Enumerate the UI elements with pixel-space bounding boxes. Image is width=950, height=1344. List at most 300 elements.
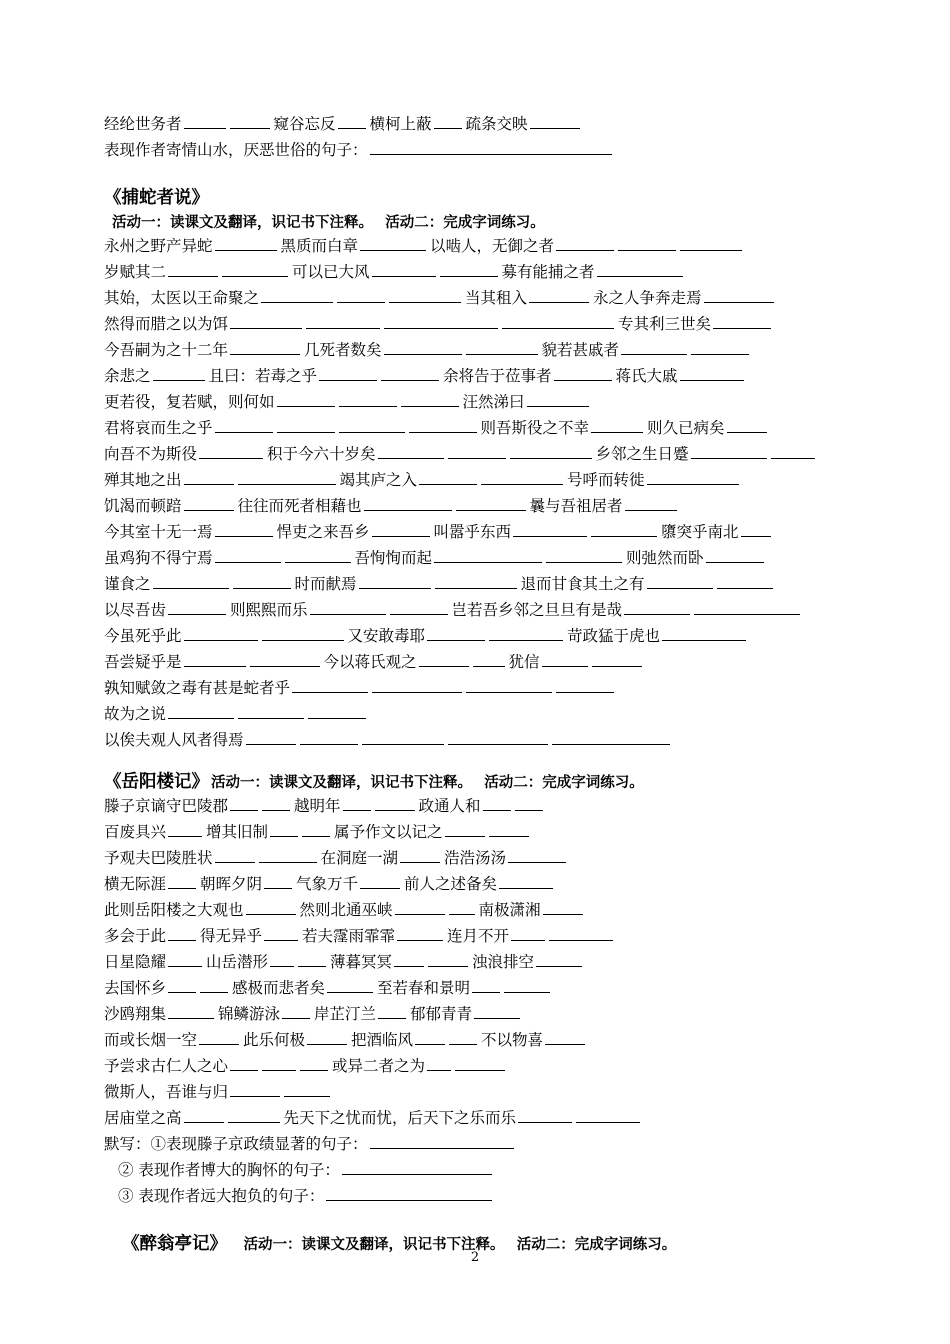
line-text: 予观夫巴陵胜状 (104, 849, 213, 867)
text-line (118, 1158, 496, 1182)
answer-blank[interactable] (259, 846, 317, 863)
answer-blank[interactable] (592, 650, 642, 667)
line-text: 且曰：若毒之乎 (208, 367, 318, 385)
line-text: ③ 表现作者远大抱负的句子： (118, 1187, 325, 1205)
answer-blank[interactable] (168, 702, 234, 719)
answer-blank[interactable] (597, 260, 683, 277)
line-text: 又安敢毒耶 (347, 627, 426, 645)
line-text: 感极而悲者矣 (232, 979, 326, 997)
answer-blank[interactable] (513, 520, 587, 537)
answer-blank[interactable] (270, 820, 298, 837)
answer-blank[interactable] (327, 976, 373, 993)
line-text: 在洞庭一湖 (320, 849, 399, 867)
line-text: 蒋氏大戚 (615, 367, 678, 385)
line-text: 募有能捕之者 (501, 263, 595, 281)
answer-blank[interactable] (483, 794, 511, 811)
answer-blank[interactable] (691, 338, 749, 355)
answer-blank[interactable] (230, 112, 270, 129)
answer-blank[interactable] (184, 1106, 224, 1123)
line-text: 浩浩汤汤 (444, 849, 507, 867)
answer-blank[interactable] (508, 846, 566, 863)
line-text: 当其租入 (465, 289, 528, 307)
page-number: 2 (470, 1250, 480, 1265)
answer-blank[interactable] (489, 820, 529, 837)
text-line (104, 872, 557, 896)
line-text: 不以物喜 (481, 1031, 544, 1049)
answer-blank[interactable] (456, 494, 526, 511)
answer-blank[interactable] (302, 820, 330, 837)
line-text: 以啮人，无御之者 (430, 237, 555, 255)
line-text: 今以蒋氏观之 (323, 653, 417, 671)
answer-blank[interactable] (372, 260, 436, 277)
answer-blank[interactable] (680, 364, 744, 381)
answer-blank[interactable] (372, 520, 430, 537)
answer-blank[interactable] (343, 794, 371, 811)
line-text: 向吾不为斯役 (104, 445, 198, 463)
answer-blank[interactable] (394, 950, 424, 967)
answer-blank[interactable] (338, 112, 366, 129)
activity-instruction: 活动一：读课文及翻译，识记书下注释。 活动二：完成字词练习。 (211, 774, 644, 791)
answer-blank[interactable] (238, 702, 304, 719)
line-text: 锦鳞游泳 (218, 1005, 281, 1023)
answer-blank[interactable] (246, 728, 296, 745)
line-text: 隳突乎南北 (661, 523, 739, 541)
text-line (104, 494, 681, 518)
line-text: 退而甘食其土之有 (520, 575, 645, 593)
answer-blank[interactable] (184, 624, 258, 641)
answer-blank[interactable] (300, 728, 358, 745)
line-text: 专其利三世矣 (618, 315, 712, 333)
line-text: 前人之述备矣 (404, 875, 498, 893)
line-text: 默写：①表现滕子京政绩显著的句子： (104, 1135, 368, 1153)
line-text: 属予作文以记之 (334, 823, 443, 841)
line-text: 以尽吾齿 (104, 601, 167, 619)
answer-blank[interactable] (434, 112, 462, 129)
answer-blank[interactable] (448, 728, 548, 745)
answer-blank[interactable] (337, 286, 385, 303)
answer-blank[interactable] (215, 416, 273, 433)
text-line (104, 572, 777, 596)
text-line (112, 211, 547, 235)
line-text: 积于今六十岁矣 (267, 445, 376, 463)
line-text: 以俟夫观人风者得焉 (104, 731, 244, 749)
text-line (104, 846, 570, 870)
text-line (104, 338, 753, 362)
answer-blank[interactable] (238, 468, 336, 485)
line-text: 其始，太医以王命聚之 (104, 289, 260, 307)
answer-blank[interactable] (230, 312, 302, 329)
answer-blank[interactable] (647, 468, 739, 485)
line-text: 此则岳阳楼之大观也 (104, 901, 244, 919)
answer-blank[interactable] (529, 286, 589, 303)
answer-blank[interactable] (481, 468, 563, 485)
answer-blank[interactable] (384, 312, 498, 329)
answer-blank[interactable] (168, 598, 226, 615)
answer-blank[interactable] (360, 872, 400, 889)
answer-blank[interactable] (233, 572, 291, 589)
answer-blank[interactable] (264, 924, 298, 941)
text-line (104, 312, 775, 336)
line-text: 竭其庐之入 (339, 471, 418, 489)
line-text: 然则北通巫峡 (299, 901, 393, 919)
line-text: 增其旧制 (206, 823, 269, 841)
answer-blank[interactable] (389, 286, 461, 303)
line-text: 则久已病矣 (647, 419, 725, 437)
section-title: 《醉翁亭记》 (122, 1234, 227, 1254)
answer-blank[interactable] (510, 442, 592, 459)
line-text: 谨食之 (104, 575, 151, 593)
answer-blank[interactable] (384, 338, 462, 355)
line-text: 号呼而转徙 (567, 471, 645, 489)
text-line (104, 286, 778, 310)
answer-blank[interactable] (342, 1158, 492, 1175)
line-text: 横柯上蔽 (369, 115, 432, 133)
line-text: 岂若吾乡邻之旦旦有是哉 (451, 601, 623, 619)
line-text: 越明年 (294, 797, 341, 815)
answer-blank[interactable] (308, 702, 366, 719)
answer-blank[interactable] (445, 820, 485, 837)
text-line (104, 1054, 509, 1078)
answer-blank[interactable] (364, 494, 452, 511)
text-line (104, 728, 674, 752)
text-line (104, 624, 750, 648)
line-text: 窥谷忘反 (273, 115, 336, 133)
text-line (104, 442, 819, 466)
text-line (104, 468, 743, 492)
text-line (104, 138, 616, 162)
line-text: 故为之说 (104, 705, 167, 723)
answer-blank[interactable] (717, 572, 773, 589)
answer-blank[interactable] (434, 546, 542, 563)
text-line (104, 820, 533, 844)
answer-blank[interactable] (298, 950, 326, 967)
answer-blank[interactable] (375, 794, 415, 811)
text-line (104, 794, 547, 818)
answer-blank[interactable] (199, 1028, 239, 1045)
line-text: 殚其地之出 (104, 471, 182, 489)
answer-blank[interactable] (409, 416, 477, 433)
line-text: 则吾斯役之不幸 (480, 419, 590, 437)
line-text: 永州之野产异蛇 (104, 237, 213, 255)
text-line (104, 364, 748, 388)
answer-blank[interactable] (502, 312, 614, 329)
answer-blank[interactable] (370, 1132, 514, 1149)
answer-blank[interactable] (466, 338, 538, 355)
text-line (104, 112, 584, 136)
answer-blank[interactable] (440, 260, 498, 277)
line-text: 予尝求古仁人之心 (104, 1057, 229, 1075)
answer-blank[interactable] (230, 338, 300, 355)
answer-blank[interactable] (168, 1002, 214, 1019)
line-text: 汪然涕曰 (462, 393, 525, 411)
line-text: 今吾嗣为之十二年 (104, 341, 229, 359)
line-text: 今虽死乎此 (104, 627, 182, 645)
answer-blank[interactable] (727, 416, 767, 433)
answer-blank[interactable] (741, 520, 771, 537)
answer-blank[interactable] (511, 924, 545, 941)
text-line (104, 598, 804, 622)
answer-blank[interactable] (168, 260, 218, 277)
answer-blank[interactable] (527, 390, 589, 407)
answer-blank[interactable] (264, 872, 292, 889)
line-text: 沙鸥翔集 (104, 1005, 167, 1023)
text-line (104, 1080, 334, 1104)
answer-blank[interactable] (449, 898, 475, 915)
line-text: 横无际涯 (104, 875, 167, 893)
line-text: 微斯人，吾谁与归 (104, 1083, 229, 1101)
answer-blank[interactable] (704, 286, 774, 303)
line-text: 气象万千 (296, 875, 359, 893)
answer-blank[interactable] (556, 676, 614, 693)
answer-blank[interactable] (647, 572, 713, 589)
answer-blank[interactable] (713, 312, 771, 329)
answer-blank[interactable] (395, 898, 445, 915)
section-title: 《岳阳楼记》 (104, 772, 209, 792)
answer-blank[interactable] (282, 1002, 310, 1019)
answer-blank[interactable] (153, 572, 229, 589)
text-line (104, 546, 768, 570)
text-line (118, 1184, 496, 1208)
answer-blank[interactable] (515, 794, 543, 811)
line-text: 南极潇湘 (478, 901, 541, 919)
line-text: 日星隐耀 (104, 953, 167, 971)
answer-blank[interactable] (591, 520, 657, 537)
line-text: 郁郁青青 (410, 1005, 473, 1023)
answer-blank[interactable] (228, 1106, 280, 1123)
answer-blank[interactable] (543, 898, 583, 915)
answer-blank[interactable] (378, 442, 444, 459)
answer-blank[interactable] (576, 1106, 640, 1123)
line-text: 先天下之忧而忧，后天下之乐而乐 (283, 1109, 517, 1127)
answer-blank[interactable] (390, 598, 448, 615)
answer-blank[interactable] (360, 234, 426, 251)
text-line (104, 702, 370, 726)
answer-blank[interactable] (284, 1080, 330, 1097)
answer-blank[interactable] (455, 1054, 505, 1071)
line-text: 此乐何极 (243, 1031, 306, 1049)
line-text: 滕子京谪守巴陵郡 (104, 797, 229, 815)
line-text: 君将哀而生之乎 (104, 419, 213, 437)
line-text: 则弛然而卧 (626, 549, 704, 567)
answer-blank[interactable] (215, 846, 255, 863)
answer-blank[interactable] (215, 234, 277, 251)
answer-blank[interactable] (200, 976, 228, 993)
answer-blank[interactable] (400, 846, 440, 863)
answer-blank[interactable] (262, 1054, 296, 1071)
answer-blank[interactable] (292, 676, 368, 693)
text-line (104, 1132, 518, 1156)
answer-blank[interactable] (499, 872, 553, 889)
answer-blank[interactable] (706, 546, 764, 563)
line-text: 虽鸡狗不得宁焉 (104, 549, 213, 567)
answer-blank[interactable] (419, 468, 477, 485)
line-text: 岸芷汀兰 (314, 1005, 377, 1023)
answer-blank[interactable] (230, 1080, 280, 1097)
line-text: 叫嚣乎东西 (433, 523, 512, 541)
answer-blank[interactable] (427, 1054, 451, 1071)
line-text: 犹信 (508, 653, 540, 671)
text-line (104, 1002, 524, 1026)
answer-blank[interactable] (397, 924, 443, 941)
answer-blank[interactable] (339, 390, 397, 407)
answer-blank[interactable] (372, 676, 462, 693)
answer-blank[interactable] (168, 924, 196, 941)
answer-blank[interactable] (326, 1184, 492, 1201)
answer-blank[interactable] (536, 950, 582, 967)
answer-blank[interactable] (168, 950, 202, 967)
answer-blank[interactable] (415, 1028, 445, 1045)
answer-blank[interactable] (546, 546, 622, 563)
answer-blank[interactable] (230, 794, 258, 811)
answer-blank[interactable] (222, 260, 288, 277)
answer-blank[interactable] (381, 364, 439, 381)
answer-blank[interactable] (277, 416, 335, 433)
answer-blank[interactable] (691, 442, 767, 459)
text-line (104, 898, 587, 922)
answer-blank[interactable] (199, 442, 263, 459)
answer-blank[interactable] (466, 676, 552, 693)
answer-blank[interactable] (624, 598, 690, 615)
line-text: 或异二者之为 (332, 1057, 426, 1075)
answer-blank[interactable] (530, 112, 580, 129)
line-text: 若夫霪雨霏霏 (302, 927, 396, 945)
answer-blank[interactable] (591, 416, 643, 433)
activity-instruction: 活动一：读课文及翻译，识记书下注释。 活动二：完成字词练习。 (229, 1236, 677, 1253)
line-text: 经纶世务者 (104, 115, 182, 133)
line-text: 多会于此 (104, 927, 167, 945)
line-text: 貌若甚戚者 (541, 341, 620, 359)
line-text: 余悲之 (104, 367, 151, 385)
text-line (104, 924, 617, 948)
answer-blank[interactable] (542, 650, 588, 667)
line-text: 岁赋其二 (104, 263, 167, 281)
answer-blank[interactable] (556, 234, 614, 251)
answer-blank[interactable] (168, 872, 196, 889)
answer-blank[interactable] (428, 950, 468, 967)
line-text: 连月不开 (447, 927, 510, 945)
answer-blank[interactable] (307, 1028, 347, 1045)
text-line (104, 260, 687, 284)
line-text: 百废具兴 (104, 823, 167, 841)
answer-blank[interactable] (448, 442, 506, 459)
line-text: 更若役，复若赋，则何如 (104, 393, 275, 411)
answer-blank[interactable] (449, 1028, 477, 1045)
text-line (104, 976, 554, 1000)
answer-blank[interactable] (153, 364, 205, 381)
line-text: 往往而死者相藉也 (237, 497, 362, 515)
answer-blank[interactable] (552, 728, 670, 745)
line-text: 则熙熙而乐 (230, 601, 308, 619)
line-text: 曩与吾祖居者 (529, 497, 623, 515)
answer-blank[interactable] (474, 1002, 520, 1019)
text-line (104, 234, 746, 258)
answer-blank[interactable] (184, 650, 246, 667)
answer-blank[interactable] (545, 1028, 585, 1045)
text-line (104, 1106, 644, 1130)
answer-blank[interactable] (618, 234, 676, 251)
answer-blank[interactable] (285, 546, 351, 563)
answer-blank[interactable] (549, 924, 613, 941)
answer-blank[interactable] (277, 390, 335, 407)
line-text: 苛政猛于虎也 (567, 627, 661, 645)
line-text: 山岳潜形 (206, 953, 269, 971)
answer-blank[interactable] (662, 624, 746, 641)
text-line (104, 950, 586, 974)
answer-blank[interactable] (306, 312, 380, 329)
answer-blank[interactable] (378, 1002, 406, 1019)
line-text: 政通人和 (418, 797, 481, 815)
line-text: 浊浪排空 (472, 953, 535, 971)
answer-blank[interactable] (250, 650, 320, 667)
answer-blank[interactable] (370, 138, 612, 155)
answer-blank[interactable] (310, 598, 386, 615)
text-line (104, 390, 593, 414)
line-text: 悍吏之来吾乡 (276, 523, 370, 541)
answer-blank[interactable] (359, 572, 431, 589)
answer-blank[interactable] (339, 416, 405, 433)
text-line (104, 1028, 589, 1052)
answer-blank[interactable] (771, 442, 815, 459)
answer-blank[interactable] (427, 624, 485, 641)
answer-blank[interactable] (246, 898, 296, 915)
answer-blank[interactable] (319, 364, 377, 381)
answer-blank[interactable] (504, 976, 550, 993)
answer-blank[interactable] (401, 390, 459, 407)
line-text: 吾恂恂而起 (354, 549, 433, 567)
line-text: 把酒临风 (351, 1031, 414, 1049)
line-text: 《捕蛇者说》 (104, 188, 209, 208)
answer-blank[interactable] (473, 650, 505, 667)
answer-blank[interactable] (419, 650, 469, 667)
answer-blank[interactable] (184, 112, 226, 129)
answer-blank[interactable] (168, 820, 202, 837)
answer-blank[interactable] (262, 624, 344, 641)
answer-blank[interactable] (625, 494, 677, 511)
answer-blank[interactable] (554, 364, 612, 381)
answer-blank[interactable] (168, 976, 196, 993)
answer-blank[interactable] (680, 234, 742, 251)
line-text: 然得而腊之以为饵 (104, 315, 229, 333)
answer-blank[interactable] (230, 1054, 258, 1071)
text-line (104, 650, 646, 674)
text-line (104, 186, 211, 210)
answer-blank[interactable] (184, 494, 234, 511)
line-text: 薄暮冥冥 (330, 953, 393, 971)
answer-blank[interactable] (435, 572, 517, 589)
answer-blank[interactable] (362, 728, 444, 745)
line-text: 去国怀乡 (104, 979, 167, 997)
text-line (104, 676, 618, 700)
line-text: 时而献焉 (294, 575, 357, 593)
answer-blank[interactable] (215, 546, 281, 563)
line-text: 黑质而白章 (280, 237, 359, 255)
line-text: 余将告于莅事者 (443, 367, 552, 385)
line-text: 几死者数矣 (304, 341, 382, 359)
text-line (104, 770, 646, 794)
answer-blank[interactable] (518, 1106, 572, 1123)
answer-blank[interactable] (184, 468, 234, 485)
answer-blank[interactable] (300, 1054, 328, 1071)
answer-blank[interactable] (261, 286, 333, 303)
answer-blank[interactable] (621, 338, 687, 355)
text-line (104, 416, 771, 440)
answer-blank[interactable] (270, 950, 294, 967)
answer-blank[interactable] (489, 624, 563, 641)
answer-blank[interactable] (472, 976, 500, 993)
answer-blank[interactable] (694, 598, 800, 615)
answer-blank[interactable] (215, 520, 273, 537)
answer-blank[interactable] (262, 794, 290, 811)
